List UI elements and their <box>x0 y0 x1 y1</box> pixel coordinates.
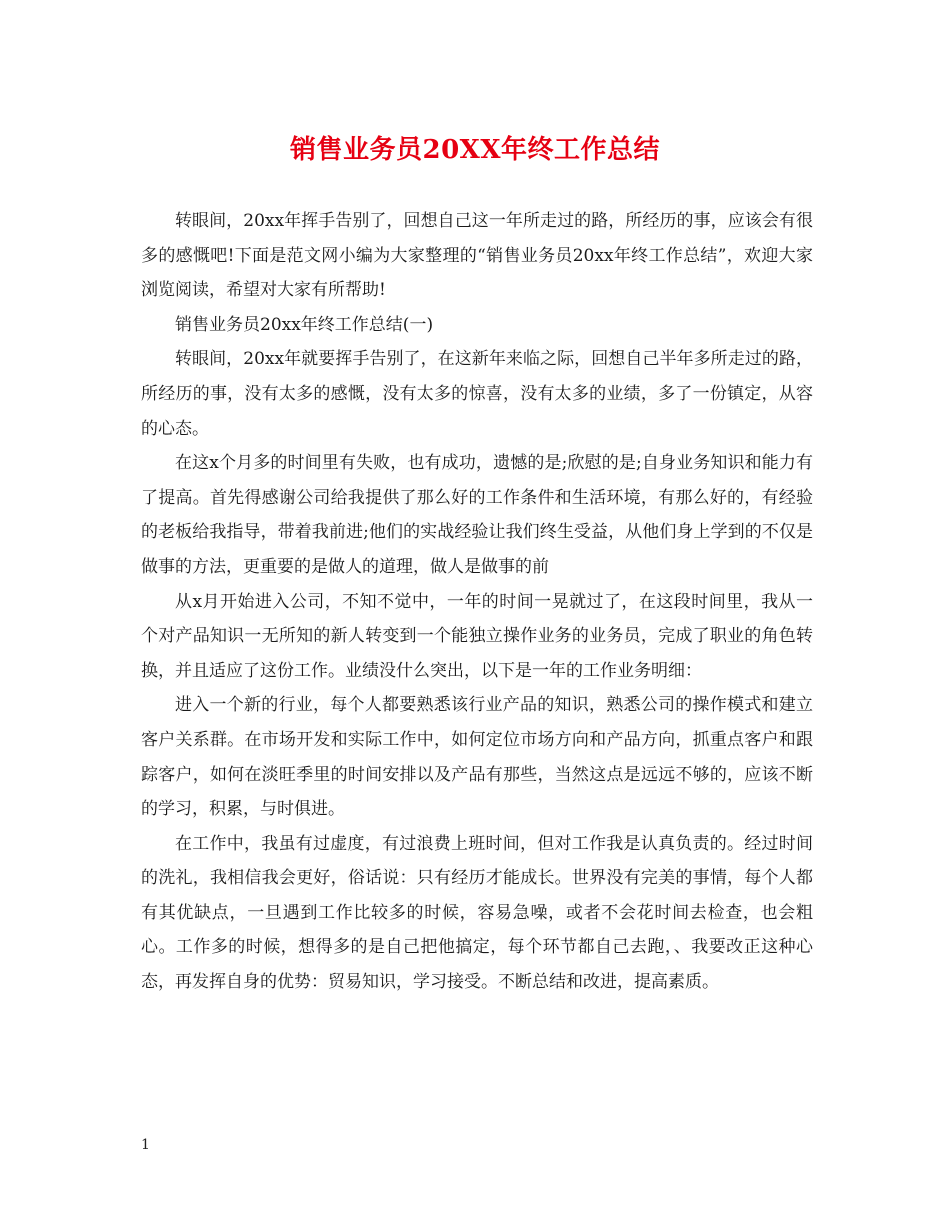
paragraph: 从x月开始进入公司，不知不觉中，一年的时间一晃就过了，在这段时间里，我从一个对产品知识一无所知的新人转变到一个能独立操作业务的业务员，完成了职业的角色转换，并且适应了这份工作。业绩没什么突出，以下是一年的工作业务明细： <box>141 591 813 681</box>
document-title: 销售业务员20XX年终工作总结 <box>289 135 661 165</box>
paragraph: 进入一个新的行业，每个人都要熟悉该行业产品的知识，熟悉公司的操作模式和建立客户关系群。在市场开发和实际工作中，如何定位市场方向和产品方向，抓重点客户和跟踪客户，如何在淡旺季里的时间安排以及产品有那些，当然这点是远远不够的，应该不断的学习，积累，与时俱进。 <box>141 695 813 820</box>
paragraph: 转眼间，20xx年就要挥手告别了，在这新年来临之际，回想自己半年多所走过的路，所经历的事，没有太多的感慨，没有太多的惊喜，没有太多的业绩，多了一份镇定，从容的心态。 <box>141 349 813 439</box>
document-body <box>141 204 813 1000</box>
paragraph: 在这x个月多的时间里有失败，也有成功，遗憾的是;欣慰的是;自身业务知识和能力有了提高。首先得感谢公司给我提供了那么好的工作条件和生活环境，有那么好的，有经验的老板给我指导，带着我前进;他们的实战经验让我们终生受益，从他们身上学到的不仅是做事的方法，更重要的是做人的道理，做人是做事的前 <box>141 453 813 577</box>
paragraph: 在工作中，我虽有过虚度，有过浪费上班时间，但对工作我是认真负责的。经过时间的洗礼，我相信我会更好，俗话说：只有经历才能成长。世界没有完美的事情，每个人都有其优缺点，一旦遇到工作比较多的时候，容易急噪，或者不会花时间去检查，也会粗心。工作多的时候，想得多的是自己把他搞定，每个环节都自己去跑，、我要改正这种心态，再发挥自身的优势：贸易知识，学习接受。不断总结和改进，提高素质。 <box>141 833 813 993</box>
page-number: 1 <box>141 1137 150 1153</box>
section-heading: 销售业务员20xx年终工作总结(一) <box>175 314 434 335</box>
paragraph-intro: 转眼间，20xx年挥手告别了，回想自己这一年所走过的路，所经历的事，应该会有很多的感慨吧!下面是范文网小编为大家整理的“销售业务员20xx年终工作总结”，欢迎大家浏览阅读，希望对大家有所帮助! <box>141 211 813 301</box>
